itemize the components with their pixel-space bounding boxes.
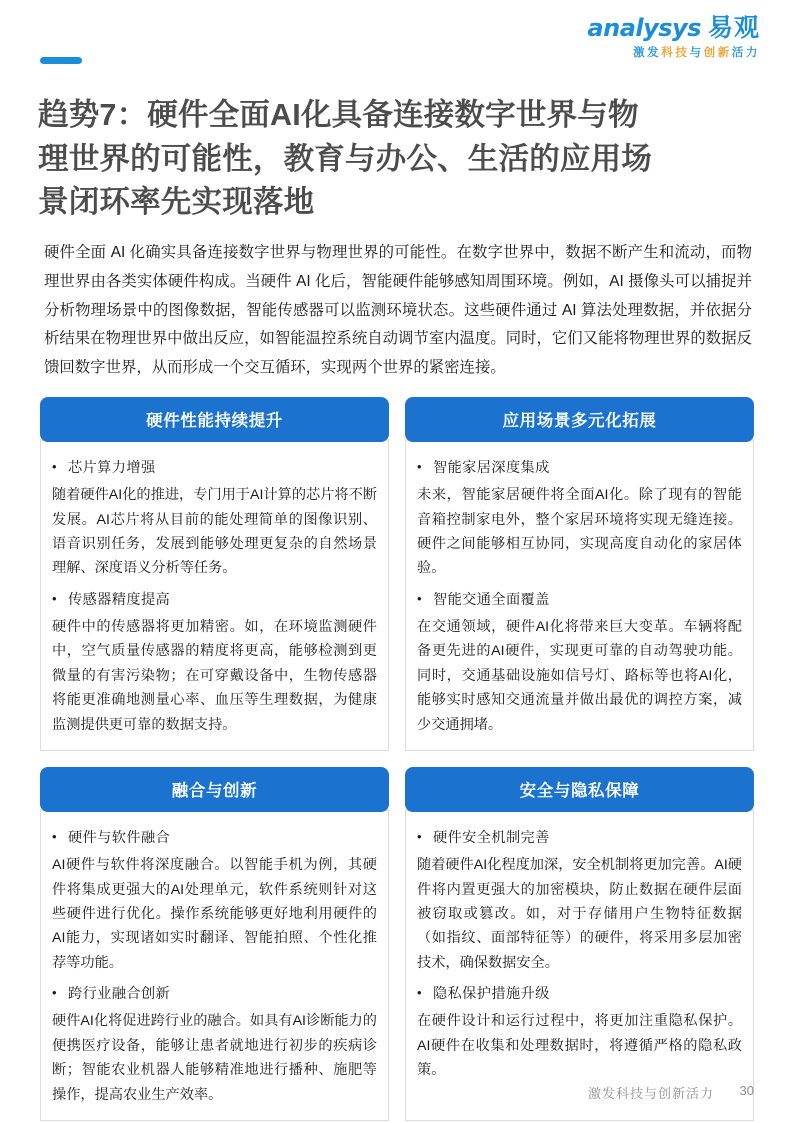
card-header-4: 安全与隐私保障	[405, 767, 754, 812]
intro-paragraph: 硬件全面 AI 化确实具备连接数字世界与物理世界的可能性。在数字世界中，数据不断产生和流动，而物理世界由各类实体硬件构成。当硬件 AI 化后，智能硬件能够感知周围环境。例如，AI 摄像头可以捕捉并分析物理场景中的图像数据，智能传感器可以监测环境状态。这些硬件通过 AI 算法处理数据，并依据分析结果在物理世界中做出反应，如智能温控系统自动调节室内温度。同时，它们又能将物理世界的数据反馈回数字世界，从而形成一个交互循环，实现两个世界的紧密连接。	[44, 244, 752, 376]
logo-tagline-part-3: 创新	[703, 47, 732, 59]
card-bullet-item	[417, 826, 742, 850]
logo-tagline-part-0: 激发	[633, 47, 662, 59]
bullet-dot-icon: •	[52, 590, 57, 606]
content-card	[40, 767, 389, 1121]
footer-page-number: 30	[739, 1083, 754, 1098]
card-bullet-item	[417, 588, 742, 612]
logo-latin-text: analysys	[587, 14, 701, 42]
card-bullet-item	[417, 456, 742, 480]
logo-chinese-text: 易观	[707, 14, 760, 42]
card-bullet-item	[52, 826, 377, 850]
card-body	[40, 439, 389, 751]
card-bullet-label: 硬件安全机制完善	[433, 830, 550, 847]
card-bullet-label: 智能交通全面覆盖	[433, 591, 550, 608]
page-footer	[0, 1083, 794, 1103]
card-bullet-item	[417, 982, 742, 1006]
card-paragraph: AI硬件与软件将深度融合。以智能手机为例，其硬件将集成更强大的AI处理单元，软件系统则针对这些硬件进行优化。操作系统能够更好地利用硬件的AI能力，实现诸如实时翻译、智能拍照、个性化推荐等功能。	[52, 857, 377, 971]
logo-wordmark	[587, 16, 760, 41]
analysys-logo	[587, 16, 760, 60]
bullet-dot-icon: •	[52, 829, 57, 845]
bullet-dot-icon: •	[52, 459, 57, 474]
card-paragraph: 硬件AI化将促进跨行业的融合。如具有AI诊断能力的便携医疗设备，能够让患者就地进行初步的疾病诊断；智能农业机器人能够精准地进行播种、施肥等操作，提高农业生产效率。	[52, 1013, 377, 1103]
card-bullet-item	[52, 982, 377, 1006]
card-bullet-label: 智能家居深度集成	[433, 460, 550, 476]
footer-tagline: 激发科技与创新活力	[587, 1086, 714, 1101]
card-header-3: 融合与创新	[40, 767, 389, 812]
content-card	[40, 397, 389, 751]
card-header-1: 硬件性能持续提升	[40, 397, 389, 442]
card-bullet-item	[52, 456, 377, 480]
bullet-dot-icon: •	[417, 829, 422, 845]
content-card	[405, 767, 754, 1121]
card-header-2: 应用场景多元化拓展	[405, 397, 754, 442]
card-paragraph: 硬件中的传感器将更加精密。如，在环境监测硬件中，空气质量传感器的精度将更高，能够检测到更微量的有害污染物；在可穿戴设备中，生物传感器将能更准确地测量心率、血压等生理数据，为健康监测提供更可靠的数据支持。	[52, 618, 377, 733]
card-body	[405, 809, 754, 1121]
card-body	[40, 809, 389, 1121]
bullet-dot-icon: •	[417, 985, 422, 1001]
content-card	[405, 397, 754, 751]
card-paragraph: 在硬件设计和运行过程中，将更加注重隐私保护。AI硬件在收集和处理数据时，将遵循严格的隐私政策。	[417, 1013, 742, 1079]
card-bullet-label: 跨行业融合创新	[68, 986, 171, 1003]
card-paragraph: 随着硬件AI化程度加深，安全机制将更加完善。AI硬件将内置更强大的加密模块，防止数据在硬件层面被窃取或篡改。如，对于存储用户生物特征数据（如指纹、面部特征等）的硬件，将采用多层加密技术，确保数据安全。	[417, 857, 742, 971]
logo-tagline-part-1: 科技	[661, 47, 690, 59]
card-bullet-item	[52, 588, 377, 612]
card-paragraph: 在交通领域，硬件AI化将带来巨大变革。车辆将配备更先进的AI硬件，实现更可靠的自动驾驶功能。同时，交通基础设施如信号灯、路标等也将AI化，能够实时感知交通流量并做出最优的调控方案，减少交通拥堵。	[417, 618, 742, 733]
card-bullet-label: 芯片算力增强	[68, 460, 156, 476]
page-title: 趋势7：硬件全面AI化具备连接数字世界与物理世界的可能性，教育与办公、生活的应用场景闭环率先实现落地	[38, 98, 652, 220]
card-paragraph: 随着硬件AI化的推进，专门用于AI计算的芯片将不断发展。AI芯片将从目前的能处理简单的图像识别、语音识别任务，发展到能够处理更复杂的自然场景理解、深度语义分析等任务。	[52, 487, 377, 577]
card-grid	[40, 397, 754, 1121]
card-bullet-label: 隐私保护措施升级	[433, 986, 550, 1003]
logo-tagline-part-2: 与	[689, 47, 704, 59]
card-body	[405, 439, 754, 751]
card-bullet-label: 传感器精度提高	[68, 591, 171, 608]
logo-tagline-part-4: 活力	[731, 47, 760, 59]
bullet-dot-icon: •	[52, 985, 57, 1001]
card-bullet-label: 硬件与软件融合	[68, 830, 171, 847]
logo-tagline	[587, 48, 760, 60]
card-paragraph: 未来，智能家居硬件将全面AI化。除了现有的智能音箱控制家电外，整个家居环境将实现无缝连接。硬件之间能够相互协同，实现高度自动化的家居体验。	[417, 487, 742, 577]
bullet-dot-icon: •	[417, 590, 422, 606]
bullet-dot-icon: •	[417, 459, 422, 474]
title-accent-bar	[40, 57, 82, 64]
